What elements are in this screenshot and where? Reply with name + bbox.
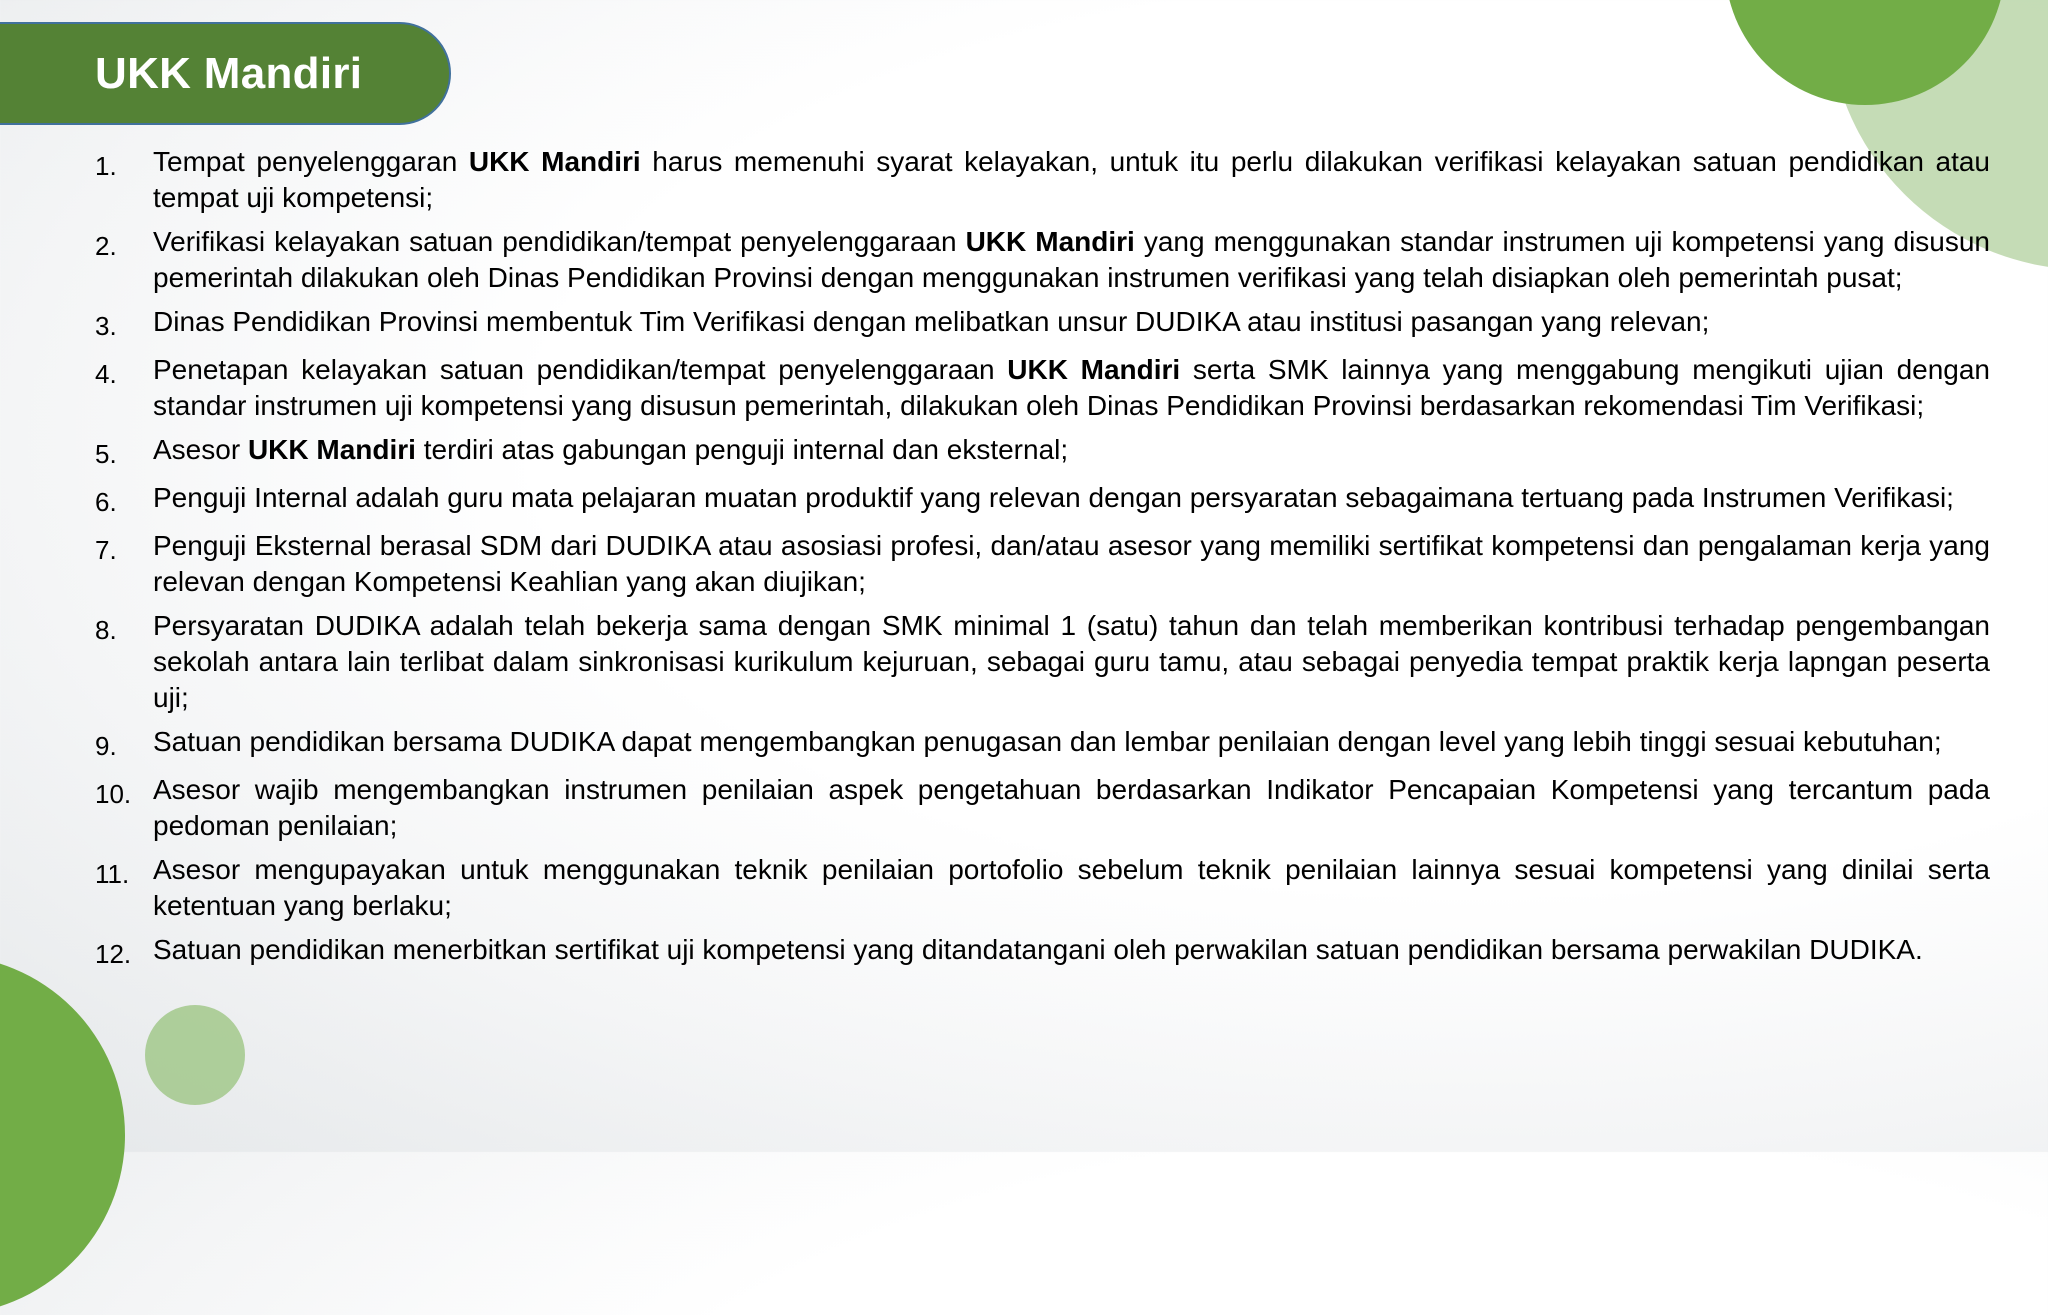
item-text: Tempat penyelenggaran UKK Mandiri harus memenuhi syarat kelayakan, untuk itu perlu dilakukan verifikasi kelayakan satuan pendidikan atau tempat uji kompetensi; bbox=[153, 146, 1990, 213]
list-item bbox=[95, 432, 1990, 472]
item-text: Penguji Internal adalah guru mata pelajaran muatan produktif yang relevan dengan persyaratan sebagaimana tertuang pada Instrumen Verifikasi; bbox=[153, 482, 1954, 513]
item-number: 12. bbox=[95, 939, 132, 969]
item-text: Persyaratan DUDIKA adalah telah bekerja sama dengan SMK minimal 1 (satu) tahun dan telah memberikan kontribusi terhadap pengembangan sekolah antara lain terlibat dalam sinkronisasi kurikulum kejuruan, sebagai guru tamu, atau sebagai penyedia tempat praktik kerja lapngan peserta uji; bbox=[153, 610, 1990, 713]
item-bold-term: UKK Mandiri bbox=[468, 146, 641, 177]
slide-title: UKK Mandiri bbox=[95, 49, 363, 98]
item-number: 9. bbox=[95, 731, 117, 761]
list-item bbox=[95, 528, 1990, 600]
item-text: Satuan pendidikan bersama DUDIKA dapat mengembangkan penugasan dan lembar penilaian dengan level yang lebih tinggi sesuai kebutuhan; bbox=[153, 726, 1942, 757]
item-number: 8. bbox=[95, 615, 117, 645]
item-number: 6. bbox=[95, 487, 117, 517]
list-item bbox=[95, 772, 1990, 844]
item-number: 10. bbox=[95, 779, 132, 809]
item-bold-term: UKK Mandiri bbox=[247, 434, 416, 465]
item-number: 3. bbox=[95, 311, 117, 341]
list-item bbox=[95, 352, 1990, 424]
list-item bbox=[95, 144, 1990, 216]
item-number: 1. bbox=[95, 151, 117, 181]
list-item bbox=[95, 224, 1990, 296]
item-text: Dinas Pendidikan Provinsi membentuk Tim Verifikasi dengan melibatkan unsur DUDIKA atau institusi pasangan yang relevan; bbox=[153, 306, 1710, 337]
item-text: Verifikasi kelayakan satuan pendidikan/tempat penyelenggaraan UKK Mandiri yang menggunakan standar instrumen uji kompetensi yang disusun pemerintah dilakukan oleh Dinas Pendidikan Provinsi dengan menggunakan instrumen verifikasi yang telah disiapkan oleh pemerintah pusat; bbox=[153, 226, 1991, 293]
decorative-circle-bottom-left-light bbox=[145, 1005, 245, 1105]
item-text: Asesor UKK Mandiri terdiri atas gabungan penguji internal dan eksternal; bbox=[153, 434, 1069, 465]
item-bold-term: UKK Mandiri bbox=[1007, 354, 1181, 385]
item-number: 5. bbox=[95, 439, 117, 469]
item-number: 4. bbox=[95, 359, 117, 389]
item-text: Asesor wajib mengembangkan instrumen penilaian aspek pengetahuan berdasarkan Indikator Pencapaian Kompetensi yang tercantum pada pedoman penilaian; bbox=[153, 774, 1990, 841]
list-item bbox=[95, 608, 1990, 716]
list-item bbox=[95, 932, 1990, 972]
item-text: Satuan pendidikan menerbitkan sertifikat uji kompetensi yang ditandatangani oleh perwakilan satuan pendidikan bersama perwakilan DUDIKA. bbox=[153, 934, 1923, 965]
list-item bbox=[95, 480, 1990, 520]
list-item bbox=[95, 304, 1990, 344]
item-number: 2. bbox=[95, 231, 117, 261]
list-item bbox=[95, 852, 1990, 924]
item-number: 11. bbox=[95, 859, 130, 889]
requirements-list bbox=[95, 144, 1990, 980]
decorative-circle-bottom-left bbox=[0, 955, 125, 1315]
list-item bbox=[95, 724, 1990, 764]
item-text: Penguji Eksternal berasal SDM dari DUDIKA atau asosiasi profesi, dan/atau asesor yang memiliki sertifikat kompetensi dan pengalaman kerja yang relevan dengan Kompetensi Keahlian yang akan diujikan; bbox=[153, 530, 1990, 597]
item-text: Asesor mengupayakan untuk menggunakan teknik penilaian portofolio sebelum teknik penilaian lainnya sesuai kompetensi yang dinilai serta ketentuan yang berlaku; bbox=[153, 854, 1990, 921]
item-text: Penetapan kelayakan satuan pendidikan/tempat penyelenggaraan UKK Mandiri serta SMK lainnya yang menggabung mengikuti ujian dengan standar instrumen uji kompetensi yang disusun pemerintah, dilakukan oleh Dinas Pendidikan Provinsi berdasarkan rekomendasi Tim Verifikasi; bbox=[153, 354, 1991, 421]
item-bold-term: UKK Mandiri bbox=[965, 226, 1135, 257]
item-number: 7. bbox=[95, 535, 117, 565]
